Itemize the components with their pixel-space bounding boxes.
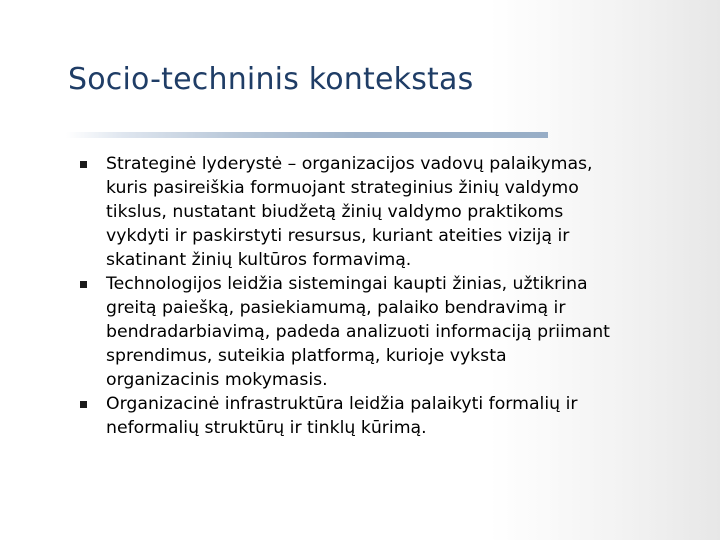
bullet-line: Strateginė lyderystė – organizacijos vadovų palaikymas,: [106, 154, 593, 174]
bullet-line: kuris pasireiškia formuojant strateginius žinių valdymo: [106, 178, 579, 198]
bullet-line: tikslus, nustatant biudžetą žinių valdymo praktikoms: [106, 202, 564, 222]
bullet-item: [80, 272, 700, 392]
bullet-line: neformalių struktūrų ir tinklų kūrimą.: [106, 418, 427, 438]
bullet-item: [80, 392, 700, 440]
square-bullet-icon: [80, 161, 87, 168]
bullet-line: Organizacinė infrastruktūra leidžia palaikyti formalių ir: [106, 394, 578, 414]
bullet-line: skatinant žinių kultūros formavimą.: [106, 250, 412, 270]
bullet-list: [80, 152, 700, 440]
bullet-text: [106, 272, 700, 392]
bullet-item: [80, 152, 700, 272]
bullet-line: organizacinis mokymasis.: [106, 370, 328, 390]
bullet-line: sprendimus, suteikia platformą, kurioje vyksta: [106, 346, 507, 366]
bullet-line: greitą paiešką, pasiekiamumą, palaiko bendravimą ir: [106, 298, 566, 318]
bullet-line: vykdyti ir paskirstyti resursus, kuriant ateities viziją ir: [106, 226, 570, 246]
bullet-text: [106, 392, 700, 440]
bullet-line: bendradarbiavimą, padeda analizuoti informaciją priimant: [106, 322, 610, 342]
bullet-text: [106, 152, 700, 272]
bullet-line: Technologijos leidžia sistemingai kaupti žinias, užtikrina: [106, 274, 588, 294]
slide-title: Socio-techninis kontekstas: [68, 62, 474, 97]
square-bullet-icon: [80, 401, 87, 408]
title-underline-rule: [66, 132, 548, 138]
square-bullet-icon: [80, 281, 87, 288]
